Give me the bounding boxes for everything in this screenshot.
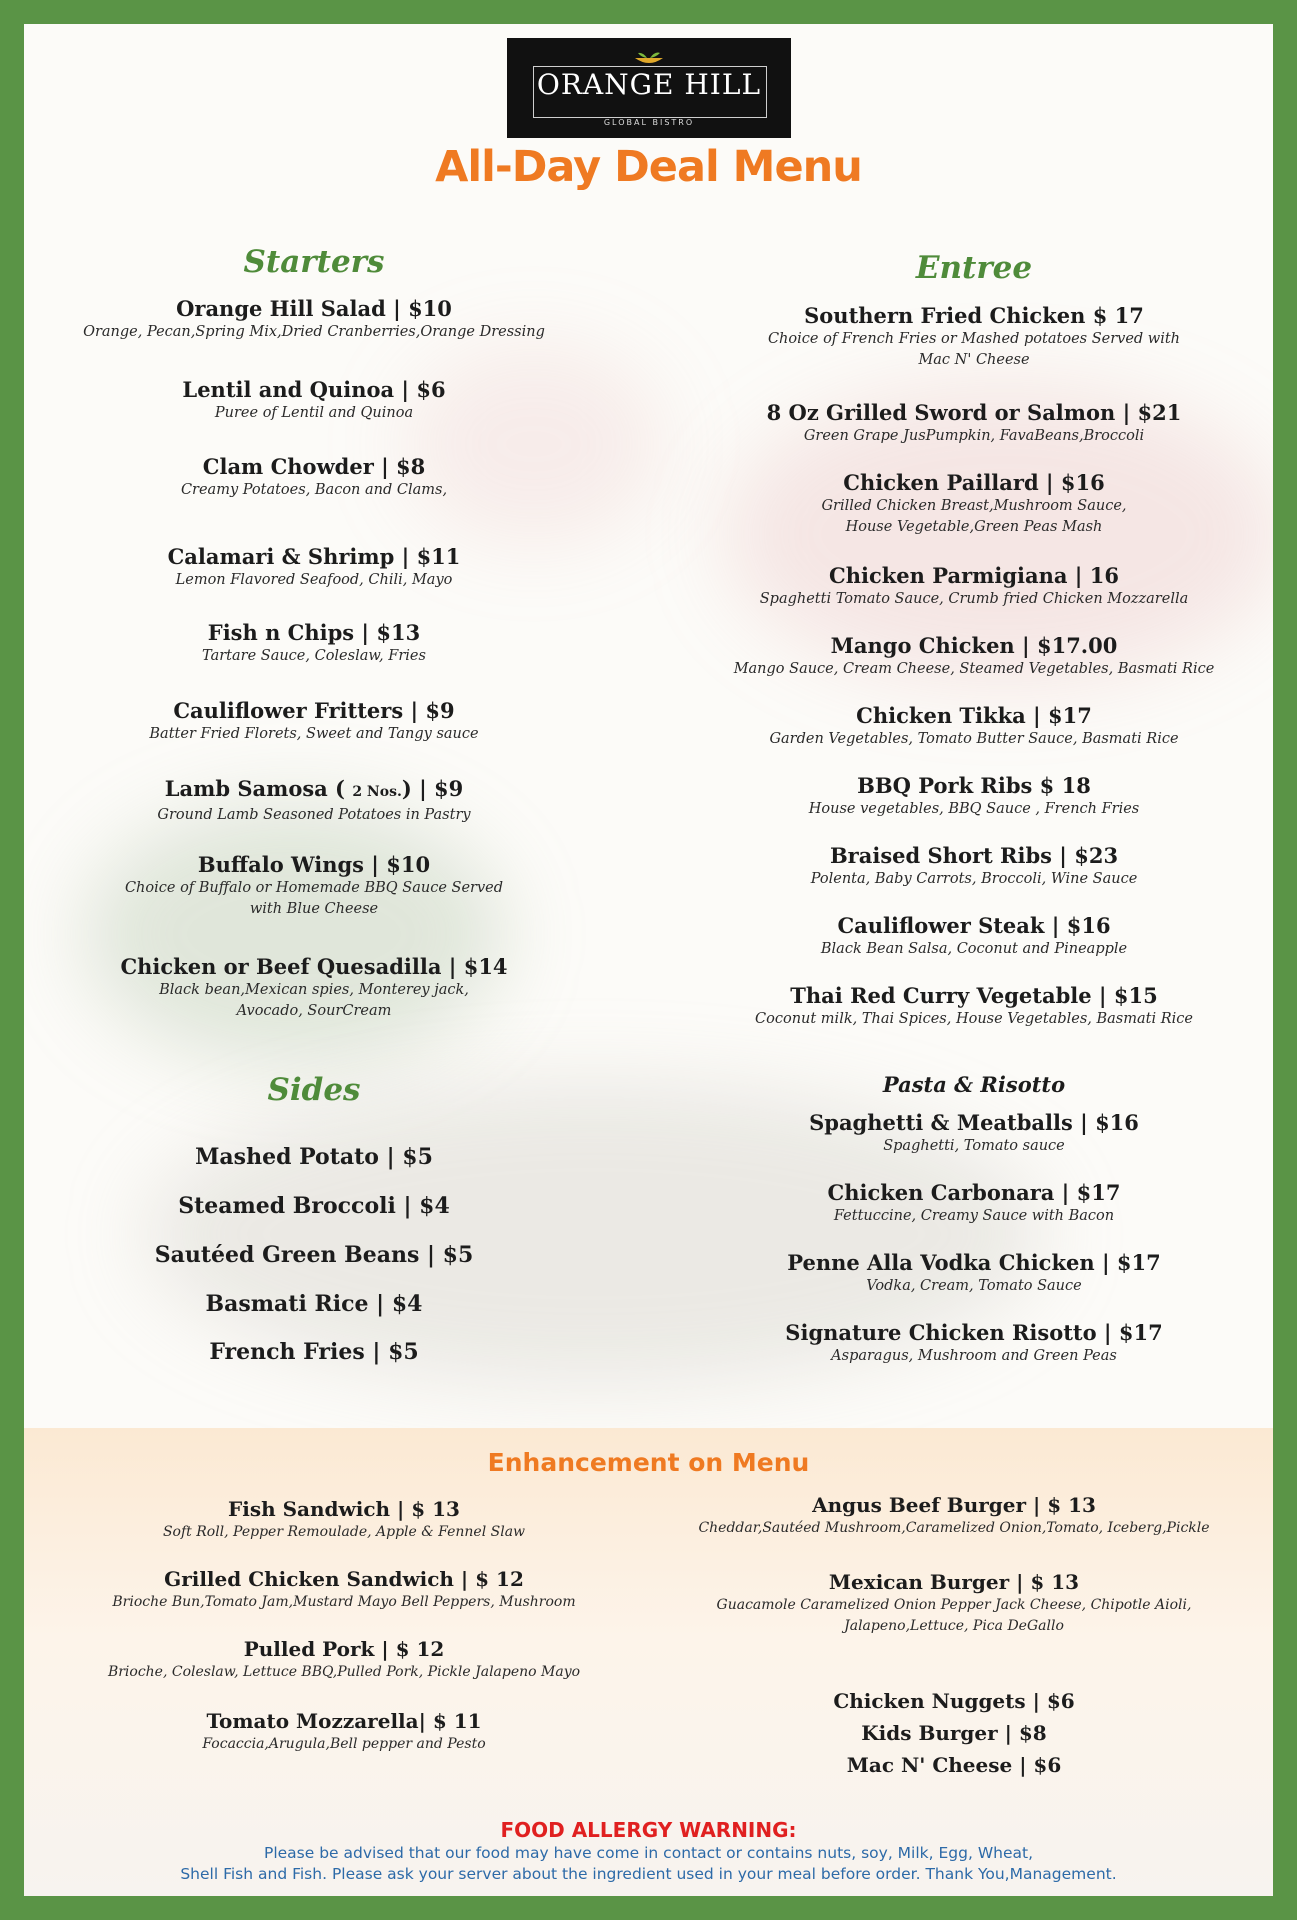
- menu-item: [674, 1250, 1273, 1297]
- item-name: Spaghetti & Meatballs | $16: [809, 1110, 1139, 1135]
- sides-heading: Sides: [267, 1072, 361, 1108]
- item-name: Tomato Mozzarella| $ 11: [206, 1709, 482, 1733]
- item-desc: Tartare Sauce, Coleslaw, Fries: [202, 648, 426, 664]
- background-hands: [404, 344, 664, 544]
- item-desc: Mac N' Cheese: [918, 352, 1030, 368]
- allergy-warning-text: Shell Fish and Fish. Please ask your server about the ingredient used in your meal before order. Thank You,Management.: [180, 1865, 1117, 1883]
- item-name: Cauliflower Steak | $16: [837, 913, 1111, 938]
- bowl-leaf-icon: [629, 52, 669, 66]
- item-desc: Cheddar,Sautéed Mushroom,Caramelized Onion,Tomato, Iceberg,Pickle: [698, 1520, 1210, 1536]
- side-item: Mashed Potato | $5: [195, 1144, 433, 1170]
- item-name: Mac N' Cheese | $6: [846, 1753, 1062, 1777]
- item-desc: House vegetables, BBQ Sauce , French Fries: [808, 801, 1140, 817]
- item-name: Chicken Carbonara | $17: [827, 1180, 1121, 1205]
- menu-item: [44, 852, 584, 920]
- menu-item: [44, 1636, 644, 1683]
- item-name: 8 Oz Grilled Sword or Salmon | $21: [766, 400, 1182, 425]
- entree-heading: Entree: [915, 250, 1033, 286]
- item-desc: Grilled Chicken Breast,Mushroom Sauce,: [821, 498, 1127, 514]
- item-name: Fish n Chips | $13: [207, 620, 421, 645]
- menu-item: [674, 913, 1273, 960]
- menu-item: [644, 1492, 1264, 1539]
- item-name: Buffalo Wings | $10: [197, 852, 431, 877]
- menu-item: [674, 563, 1273, 610]
- menu-item: [674, 1180, 1273, 1227]
- item-name: Chicken Nuggets | $6: [833, 1689, 1075, 1713]
- item-desc: Brioche Bun,Tomato Jam,Mustard Mayo Bell Peppers, Mushroom: [112, 1594, 576, 1610]
- menu-item: [44, 620, 584, 667]
- menu-item: [674, 843, 1273, 890]
- menu-item: [674, 773, 1273, 820]
- item-desc: Avocado, SourCream: [236, 1003, 392, 1019]
- item-name: Kids Burger | $8: [861, 1721, 1047, 1745]
- menu-item: [674, 703, 1273, 750]
- item-desc: Lemon Flavored Seafood, Chili, Mayo: [175, 572, 453, 588]
- item-desc: Soft Roll, Pepper Remoulade, Apple & Fennel Slaw: [162, 1524, 526, 1540]
- menu-item: [674, 1320, 1273, 1367]
- background-hands: [84, 804, 504, 1064]
- item-desc: Black bean,Mexican spies, Monterey jack,: [159, 982, 469, 998]
- item-name-qty: 2 Nos.: [352, 784, 402, 800]
- item-name: Pulled Pork | $ 12: [243, 1637, 445, 1661]
- side-item: French Fries | $5: [209, 1339, 419, 1365]
- enhancement-heading: Enhancement on Menu: [487, 1448, 810, 1477]
- menu-item: [674, 1110, 1273, 1157]
- menu-item: [44, 776, 584, 826]
- item-name: Mexican Burger | $ 13: [828, 1570, 1080, 1594]
- item-desc: Puree of Lentil and Quinoa: [214, 405, 414, 421]
- item-desc: Choice of Buffalo or Homemade BBQ Sauce Served: [124, 880, 504, 896]
- menu-item: [644, 1569, 1264, 1637]
- menu-item: [44, 454, 584, 501]
- side-item: Steamed Broccoli | $4: [178, 1193, 450, 1219]
- item-desc: Brioche, Coleslaw, Lettuce BBQ,Pulled Pork, Pickle Jalapeno Mayo: [107, 1664, 581, 1680]
- menu-item: [644, 1688, 1264, 1714]
- item-desc: Spaghetti, Tomato sauce: [883, 1138, 1065, 1154]
- item-name: Calamari & Shrimp | $11: [167, 544, 461, 569]
- item-desc: Green Grape JusPumpkin, FavaBeans,Broccoli: [803, 428, 1145, 444]
- menu-item: [674, 303, 1273, 371]
- menu-item: [44, 698, 584, 745]
- logo-brand: ORANGE HILL: [536, 68, 762, 101]
- item-desc: Orange, Pecan,Spring Mix,Dried Cranberries,Orange Dressing: [83, 324, 545, 340]
- item-name: Clam Chowder | $8: [202, 454, 426, 479]
- page-title: All-Day Deal Menu: [435, 142, 862, 192]
- item-name: Penne Alla Vodka Chicken | $17: [787, 1250, 1161, 1275]
- side-item: Sautéed Green Beans | $5: [154, 1242, 474, 1268]
- item-desc: Mango Sauce, Cream Cheese, Steamed Vegetables, Basmati Rice: [733, 661, 1215, 677]
- item-name: Chicken Paillard | $16: [843, 470, 1105, 495]
- item-desc: Asparagus, Mushroom and Green Peas: [831, 1348, 1117, 1364]
- item-desc: Jalapeno,Lettuce, Pica DeGallo: [844, 1618, 1064, 1634]
- item-desc: House Vegetable,Green Peas Mash: [845, 519, 1103, 535]
- item-desc: Ground Lamb Seasoned Potatoes in Pastry: [157, 807, 471, 823]
- item-name: Angus Beef Burger | $ 13: [812, 1493, 1096, 1517]
- menu-item: [644, 1752, 1264, 1778]
- item-name: Chicken Tikka | $17: [856, 703, 1092, 728]
- item-desc: Batter Fried Florets, Sweet and Tangy sauce: [149, 726, 479, 742]
- menu-item: [674, 983, 1273, 1030]
- allergy-warning-text: Please be advised that our food may have come in contact or contains nuts, soy, Milk, Egg, Wheat,: [263, 1844, 1034, 1862]
- item-name: Thai Red Curry Vegetable | $15: [790, 983, 1158, 1008]
- item-desc: Coconut milk, Thai Spices, House Vegetables, Basmati Rice: [755, 1011, 1193, 1027]
- item-desc: Spaghetti Tomato Sauce, Crumb fried Chicken Mozzarella: [759, 591, 1189, 607]
- menu-item: [674, 400, 1273, 447]
- item-desc: Black Bean Salsa, Coconut and Pineapple: [820, 941, 1128, 957]
- item-desc: with Blue Cheese: [249, 901, 379, 917]
- menu-item: [644, 1720, 1264, 1746]
- pasta-heading: Pasta & Risotto: [882, 1072, 1066, 1097]
- item-name: BBQ Pork Ribs $ 18: [857, 773, 1091, 798]
- item-name: Braised Short Ribs | $23: [829, 843, 1119, 868]
- menu-item: [44, 1566, 644, 1613]
- menu-page: [24, 24, 1273, 1896]
- item-name: Southern Fried Chicken $ 17: [804, 303, 1144, 328]
- starters-heading: Starters: [243, 244, 385, 280]
- item-desc: Guacamole Caramelized Onion Pepper Jack Cheese, Chipotle Aioli,: [716, 1597, 1192, 1613]
- item-name: Chicken or Beef Quesadilla | $14: [120, 954, 508, 979]
- menu-item: [44, 954, 584, 1022]
- menu-item: [674, 633, 1273, 680]
- menu-item: [44, 1708, 644, 1755]
- item-name: Lentil and Quinoa | $6: [182, 377, 446, 402]
- item-name: Fish Sandwich | $ 13: [228, 1497, 460, 1521]
- item-desc: Garden Vegetables, Tomato Butter Sauce, Basmati Rice: [769, 731, 1179, 747]
- item-desc: Vodka, Cream, Tomato Sauce: [866, 1278, 1082, 1294]
- menu-item: [44, 544, 584, 591]
- allergy-warning-title: FOOD ALLERGY WARNING:: [500, 1818, 797, 1842]
- item-desc: Fettuccine, Creamy Sauce with Bacon: [833, 1208, 1115, 1224]
- item-desc: Choice of French Fries or Mashed potatoes Served with: [767, 331, 1181, 347]
- menu-item: [44, 377, 584, 424]
- menu-item: [44, 1496, 644, 1543]
- item-name: [44, 776, 584, 805]
- item-desc: Focaccia,Arugula,Bell pepper and Pesto: [202, 1736, 486, 1752]
- item-name-part: ) | $9: [401, 776, 464, 801]
- item-name: Orange Hill Salad | $10: [176, 296, 452, 321]
- logo-tagline: GLOBAL BISTRO: [603, 118, 695, 127]
- menu-item: [674, 470, 1273, 538]
- item-name-part: Lamb Samosa (: [164, 776, 353, 801]
- item-desc: Creamy Potatoes, Bacon and Clams,: [180, 482, 448, 498]
- item-name: Signature Chicken Risotto | $17: [785, 1320, 1163, 1345]
- logo: [507, 38, 791, 138]
- item-name: Mango Chicken | $17.00: [830, 633, 1118, 658]
- item-desc: Polenta, Baby Carrots, Broccoli, Wine Sauce: [810, 871, 1138, 887]
- item-name: Cauliflower Fritters | $9: [173, 698, 455, 723]
- item-name: Chicken Parmigiana | 16: [829, 563, 1119, 588]
- item-name: Grilled Chicken Sandwich | $ 12: [164, 1567, 524, 1591]
- side-item: Basmati Rice | $4: [205, 1291, 423, 1317]
- menu-item: [44, 296, 584, 343]
